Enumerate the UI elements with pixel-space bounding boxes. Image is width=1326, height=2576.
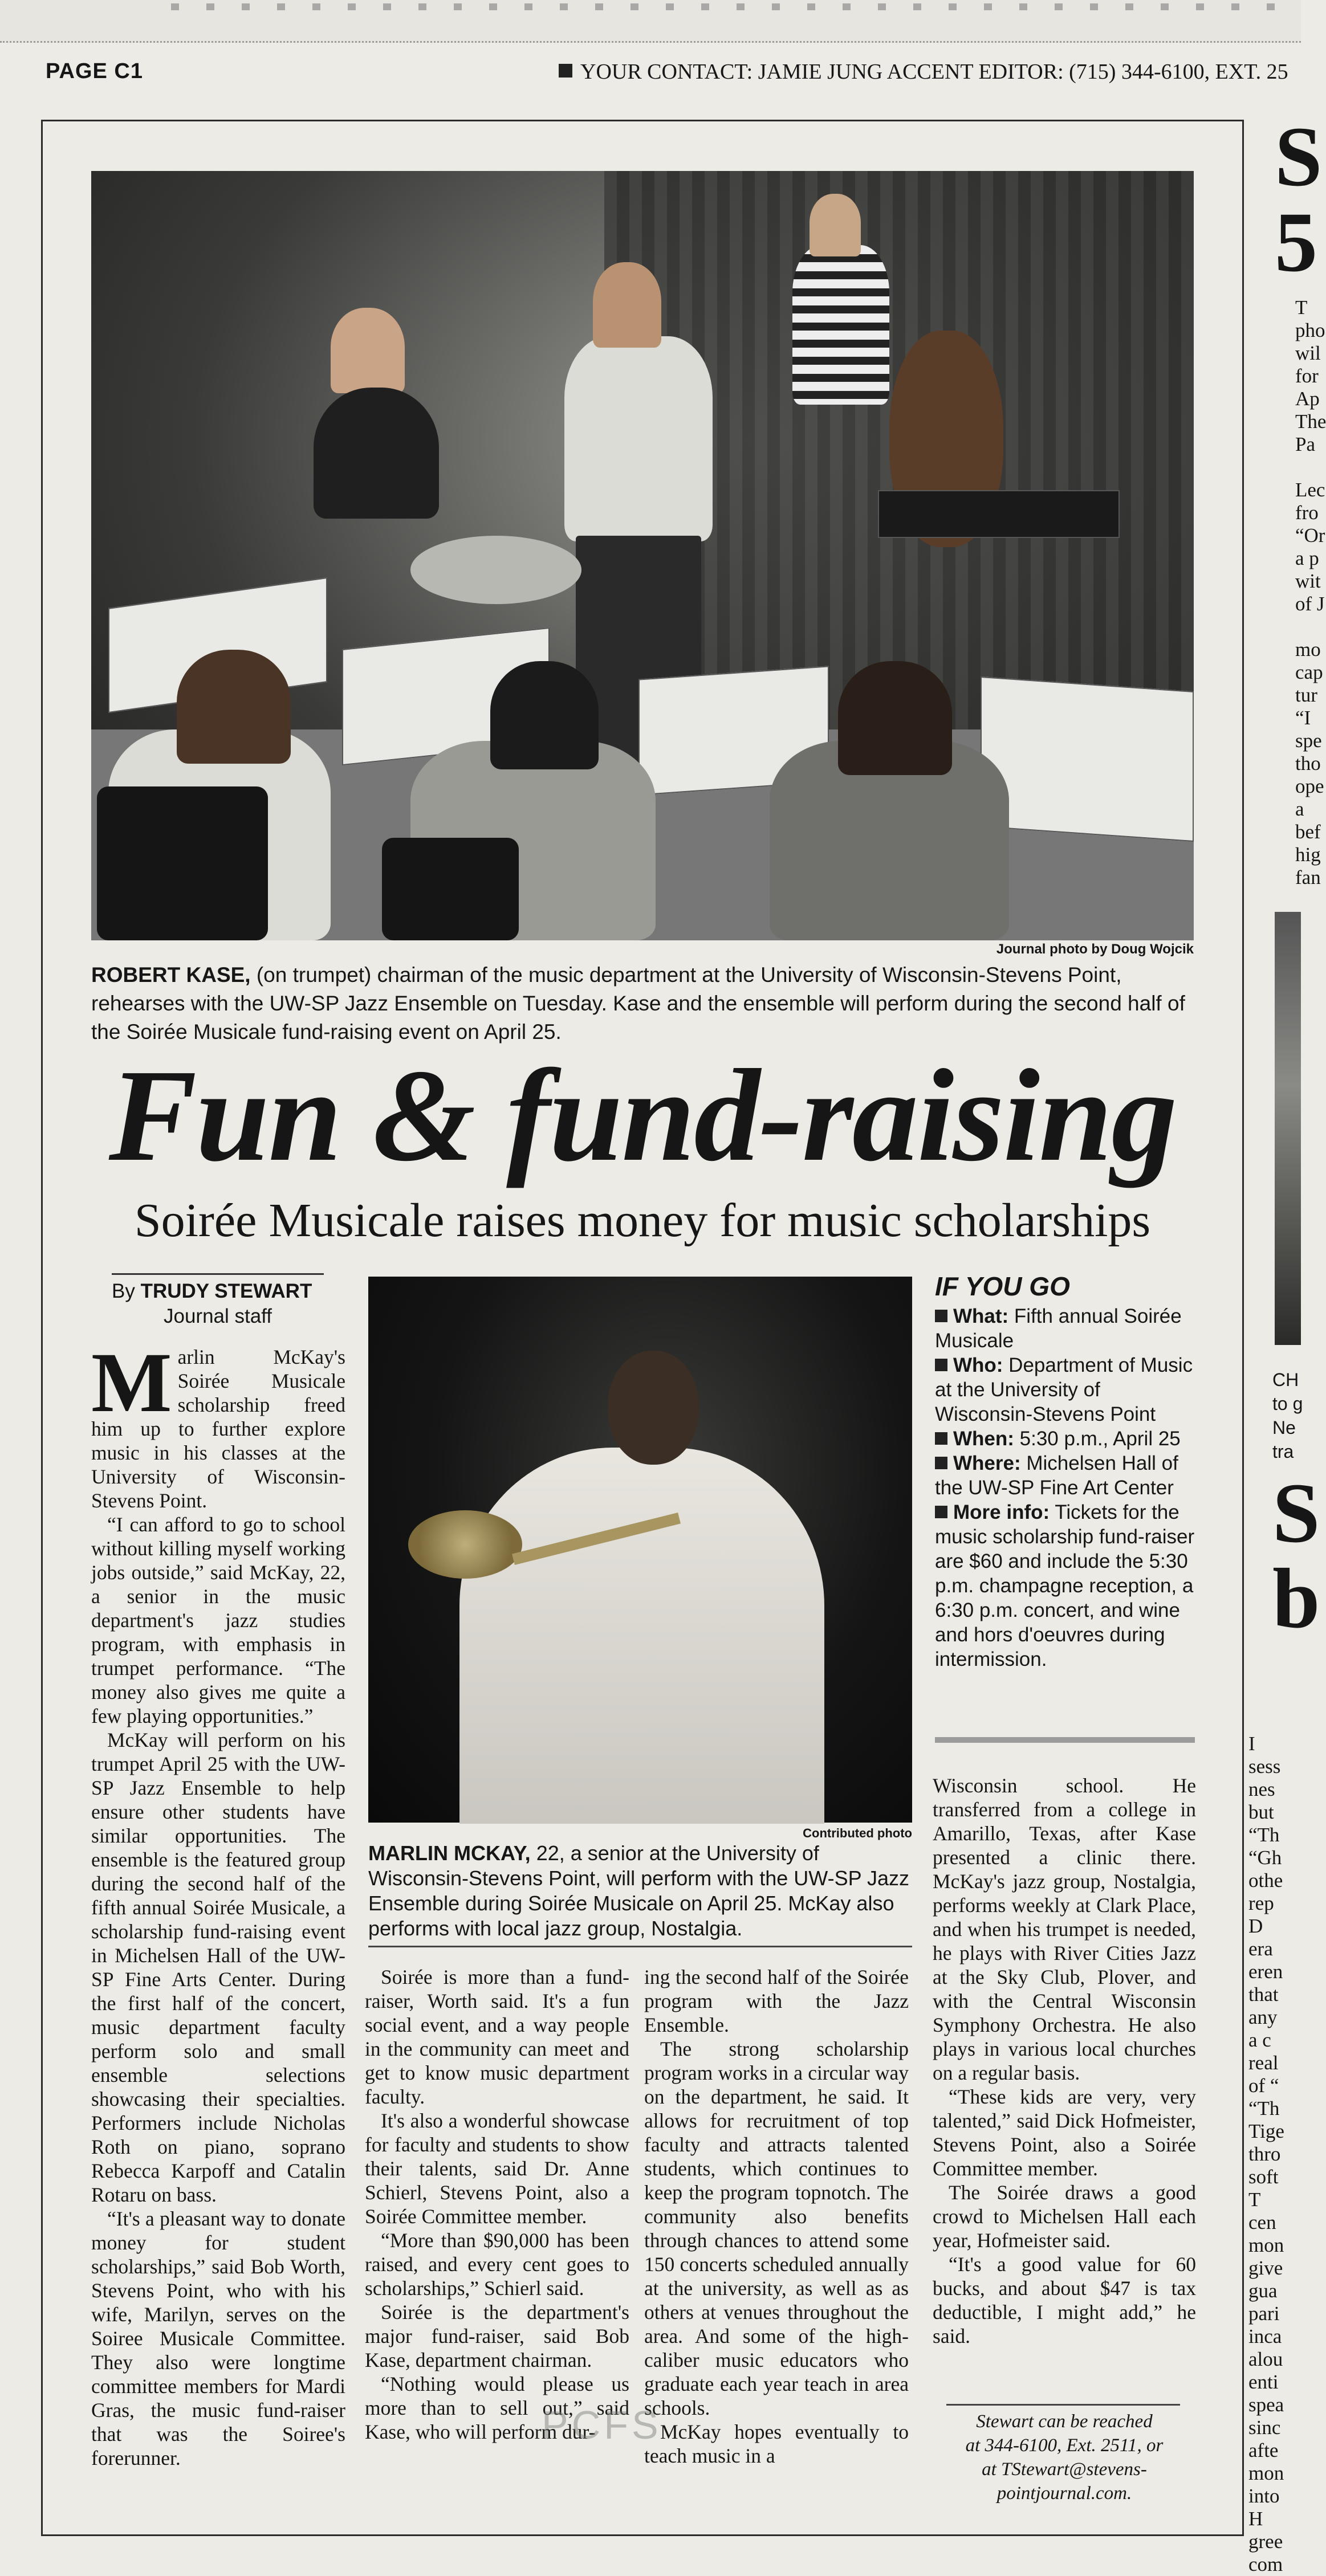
contact-line: at TStewart@stevens- [982, 2459, 1147, 2480]
caption-lead-name: MARLIN MCKAY, [368, 1841, 531, 1865]
drop-cap: M [91, 1335, 172, 1430]
adjacent-line-fragment [1295, 456, 1301, 479]
byline-prefix: By [112, 1280, 141, 1302]
adjacent-line-fragment: Tige [1248, 2120, 1284, 2142]
paragraph: ing the second half of the Soirée program with the Jazz Ensemble. [644, 1966, 909, 2036]
adjacent-line-fragment: spea [1248, 2394, 1284, 2416]
adjacent-line-fragment: any [1248, 2006, 1278, 2028]
paragraph: The strong scholarship program works in a circular way on the department, he said. It allows for recruitment of top faculty and attracts talented students, which continues to keep the program topnotch. The community also benefits through chances to attend some 150 concerts scheduled annually at the university, as well as as others at venues throughout the area. And some of the high-caliber music educators who graduate each year teach in area schools. [644, 2037, 909, 2419]
adjacent-line-fragment: sess [1248, 1755, 1281, 1778]
adjacent-line-fragment: into [1248, 2485, 1280, 2507]
article-column-4 [933, 1774, 1196, 2348]
bullet-square-icon [559, 64, 572, 78]
paragraph: “It's a good value for 60 bucks, and about $47 is tax deductible, I might add,” he said. [933, 2253, 1196, 2347]
masthead-strip [0, 0, 1301, 43]
adjacent-line-fragment: spe [1295, 729, 1322, 752]
adjacent-line-fragment: nes [1248, 1778, 1275, 1800]
contact-rule [946, 2404, 1180, 2406]
paragraph: “Nothing would please us more than to sell out,” said Kase, who will perform dur- [365, 2373, 629, 2443]
adjacent-line-fragment [1295, 616, 1301, 638]
photo-credit-2: Contributed photo [803, 1826, 912, 1840]
adjacent-line-fragment: tra [1272, 1441, 1294, 1462]
adjacent-line-fragment: wil [1295, 342, 1321, 364]
paragraph: McKay will perform on his trumpet April 25 with the UW-SP Jazz Ensemble to help ensure other students have similar opportunities. The ensemble is the featured group during the second half of the fifth annual Soirée Musicale, a scholarship fund-raising event in Michelsen Hall of the UW-SP Fine Arts Center. During the first half of the concert, music department faculty perform solo and small ensemble selections showcasing their specialties. Performers include Nicholas Roth on piano, soprano Rebecca Karpoff and Catalin Rotaru on bass. [91, 1729, 345, 2206]
contact-text: YOUR CONTACT: JAMIE JUNG ACCENT EDITOR: (715) 344-6100, EXT. 25 [580, 60, 1288, 84]
bullet-square-icon [935, 1457, 947, 1469]
byline-author: TRUDY STEWART [140, 1280, 312, 1302]
adjacent-line-fragment: wit [1295, 570, 1321, 592]
adjacent-line-fragment: real [1248, 2052, 1279, 2074]
adjacent-line-fragment: thro [1248, 2143, 1281, 2165]
adjacent-line-fragment: ope [1295, 775, 1324, 797]
adjacent-caption [1272, 1368, 1301, 1464]
adjacent-line-fragment: a [1295, 798, 1304, 820]
adjacent-line-fragment: tho [1295, 752, 1321, 775]
adjacent-text-bottom [1248, 1733, 1301, 2576]
reporter-contact [933, 2410, 1196, 2505]
adjacent-line-fragment: bef [1295, 821, 1321, 843]
info-item-when: When: 5:30 p.m., April 25 [935, 1426, 1197, 1451]
adjacent-line-fragment: cap [1295, 661, 1323, 683]
bullet-square-icon [935, 1432, 947, 1445]
adjacent-story-top [1275, 109, 1323, 290]
adjacent-line-fragment: mo [1295, 638, 1321, 661]
adjacent-headline-fragment: 5 [1275, 195, 1317, 290]
adjacent-line-fragment: I [1248, 1733, 1255, 1755]
lead-photo-caption [91, 961, 1194, 1046]
page-folio: PAGE C1 [46, 59, 144, 83]
adjacent-line-fragment: Pa [1295, 433, 1315, 455]
info-box-rule [935, 1737, 1195, 1743]
adjacent-line-fragment: a p [1295, 547, 1319, 569]
adjacent-line-fragment: pari [1248, 2302, 1280, 2325]
paragraph: “These kids are very, very talented,” said Dick Hofmeister, Stevens Point, also a Soirée Committee member. [933, 2085, 1196, 2180]
info-item-what: What: Fifth annual Soirée Musicale [935, 1305, 1182, 1352]
adjacent-line-fragment: pho [1295, 319, 1325, 341]
marlin-mckay-photo [368, 1277, 912, 1823]
paragraph: Soirée is the department's major fund-raiser, said Bob Kase, department chairman. [365, 2301, 629, 2371]
adjacent-line-fragment: hig [1295, 843, 1321, 866]
adjacent-line-fragment: The [1295, 410, 1326, 433]
watermark: PCFS [542, 2403, 662, 2447]
adjacent-line-fragment: of “ [1248, 2074, 1279, 2097]
if-you-go-title: IF YOU GO [935, 1271, 1070, 1301]
paragraph: McKay hopes eventually to teach music in a [644, 2420, 909, 2467]
adjacent-line-fragment: gree [1248, 2530, 1283, 2553]
adjacent-line-fragment: T [1295, 296, 1308, 319]
adjacent-line-fragment: a c [1248, 2029, 1271, 2051]
adjacent-line-fragment: eren [1248, 1960, 1283, 1983]
byline-rule [112, 1273, 324, 1275]
adjacent-line-fragment: mon [1248, 2462, 1284, 2484]
paragraph: “It's a pleasant way to donate money for student scholarships,” said Bob Worth, Stevens Point, who with his wife, Marilyn, serves on the Soiree Musicale Committee. They also were longtime committee members for Mardi Gras, the music fund-raiser that was the Soiree's forerunner. [91, 2207, 345, 2469]
contact-line: pointjournal.com. [996, 2483, 1132, 2504]
caption-rule [368, 1946, 912, 1947]
adjacent-line-fragment: Ne [1272, 1417, 1296, 1438]
adjacent-line-fragment: T [1248, 2188, 1261, 2211]
photo-credit: Journal photo by Doug Wojcik [996, 941, 1194, 957]
adjacent-line-fragment: CH [1272, 1369, 1299, 1390]
adjacent-line-fragment: “Or [1295, 524, 1325, 547]
adjacent-line-fragment: cen [1248, 2211, 1276, 2233]
adjacent-line-fragment: era [1248, 1938, 1273, 1960]
adjacent-line-fragment: sinc [1248, 2416, 1281, 2439]
contact-line: at 344-6100, Ext. 2511, or [965, 2435, 1164, 2456]
if-you-go-box [935, 1304, 1197, 1672]
byline-role: Journal staff [163, 1305, 272, 1327]
adjacent-text-top [1295, 296, 1326, 889]
adjacent-line-fragment: othe [1248, 1869, 1283, 1892]
paragraph: The Soirée draws a good crowd to Michelsen Hall each year, Hofmeister said. [933, 2181, 1196, 2252]
paragraph: It's also a wonderful showcase for faculty and students to show their talents, said Dr. Anne Schierl, Stevens Point, also a Soirée Committee member. [365, 2109, 629, 2228]
byline [112, 1279, 328, 1304]
adjacent-line-fragment: rep [1248, 1892, 1274, 1914]
adjacent-line-fragment: inca [1248, 2325, 1282, 2347]
adjacent-line-fragment: “Th [1248, 1824, 1280, 1846]
info-item-where: Where: Michelsen Hall of the UW-SP Fine Art Center [935, 1452, 1178, 1499]
article-column-3 [644, 1965, 909, 2468]
adjacent-line-fragment: fan [1295, 866, 1321, 888]
contact-line: Stewart can be reached [976, 2411, 1153, 2432]
bullet-square-icon [935, 1506, 947, 1518]
adjacent-line-fragment: gua [1248, 2280, 1278, 2302]
adjacent-line-fragment: afte [1248, 2439, 1279, 2461]
adjacent-line-fragment: “Gh [1248, 1847, 1282, 1869]
adjacent-line-fragment: to g [1272, 1393, 1303, 1414]
caption-lead-name: ROBERT KASE, [91, 963, 251, 987]
section-contact [559, 59, 1301, 84]
article-column-2 [365, 1965, 629, 2444]
caption-body: (on trumpet) chairman of the music department at the University of Wisconsin-Stevens Point, rehearses with the UW-SP Jazz Ensemble on Tuesday. Kase and the ensemble will perform during the second half of the Soirée Musicale fund-raising event on April 25. [91, 963, 1185, 1044]
paragraph: “More than $90,000 has been raised, and every cent goes to scholarships,” Schierl said. [365, 2229, 629, 2300]
adjacent-line-fragment: but [1248, 1801, 1274, 1823]
adjacent-headline-fragment: b [1272, 1551, 1320, 1646]
adjacent-line-fragment: D [1248, 1915, 1263, 1937]
adjacent-line-fragment: soft [1248, 2166, 1279, 2188]
adjacent-line-fragment: “I [1295, 707, 1311, 729]
adjacent-line-fragment: H [1248, 2508, 1263, 2530]
adjacent-line-fragment: fro [1295, 502, 1319, 524]
adjacent-line-fragment: tur [1295, 684, 1317, 706]
adjacent-line-fragment: for [1295, 365, 1319, 387]
adjacent-line-fragment: of J [1295, 593, 1325, 615]
adjacent-headline-fragment: S [1272, 1466, 1320, 1560]
subheadline: Soirée Musicale raises money for music scholarships [134, 1194, 1151, 1247]
info-item-more-info: More info: Tickets for the music scholarship fund-raiser are $60 and include the 5:30 p.m. champagne reception, a 6:30 p.m. concert, and wine and hors d'oeuvres during intermission. [935, 1501, 1195, 1670]
bullet-square-icon [935, 1359, 947, 1371]
adjacent-photo [1275, 912, 1301, 1345]
adjacent-line-fragment: alou [1248, 2348, 1283, 2370]
adjacent-headline-fragment: S [1275, 109, 1323, 204]
adjacent-line-fragment: give [1248, 2257, 1283, 2279]
paragraph: arlin McKay's Soirée Musicale scholarship freed him up to further explore music in his classes at the University of Wisconsin-Stevens Point. [91, 1346, 345, 1512]
adjacent-line-fragment: that [1248, 1983, 1279, 2006]
adjacent-line-fragment: Ap [1295, 388, 1320, 410]
paragraph: Wisconsin school. He transferred from a college in Amarillo, Texas, after Kase presented a clinic there. McKay's jazz group, Nostalgia, performs weekly at Clark Place, and when his trumpet is needed, he plays with River Cities Jazz at the Sky Club, Plover, and with the Central Wisconsin Symphony Orchestra. He also plays in various local churches on a regular basis. [933, 1774, 1196, 2084]
headline: Fun & fund-raising [108, 1042, 1177, 1189]
bullet-square-icon [935, 1310, 947, 1322]
adjacent-line-fragment: mon [1248, 2234, 1284, 2256]
adjacent-line-fragment: com [1248, 2553, 1283, 2575]
caption-body: 22, a senior at the University of Wisconsin-Stevens Point, will perform with the UW-SP Jazz Ensemble during Soirée Musicale on April 25. McKay also performs with local jazz group, Nostalgia. [368, 1841, 909, 1940]
adjacent-line-fragment: Lec [1295, 479, 1325, 501]
info-item-who: Who: Department of Music at the University of Wisconsin-Stevens Point [935, 1354, 1193, 1425]
article-column-1 [91, 1335, 345, 2470]
adjacent-story-bottom-head [1272, 1466, 1320, 1646]
jazz-ensemble-photo [91, 171, 1194, 940]
mckay-photo-caption [368, 1841, 912, 1941]
paragraph: “I can afford to go to school without killing myself working jobs outside,” said McKay, 22, a senior in the music department's jazz studies program, with emphasis in trumpet performance. “The money also gives me quite a few playing opportunities.” [91, 1513, 345, 1727]
paragraph: Soirée is more than a fund-raiser, Worth said. It's a fun social event, and a way people in the community can meet and get to know music department faculty. [365, 1966, 629, 2108]
adjacent-line-fragment: “Th [1248, 2097, 1280, 2120]
adjacent-line-fragment: enti [1248, 2371, 1279, 2393]
